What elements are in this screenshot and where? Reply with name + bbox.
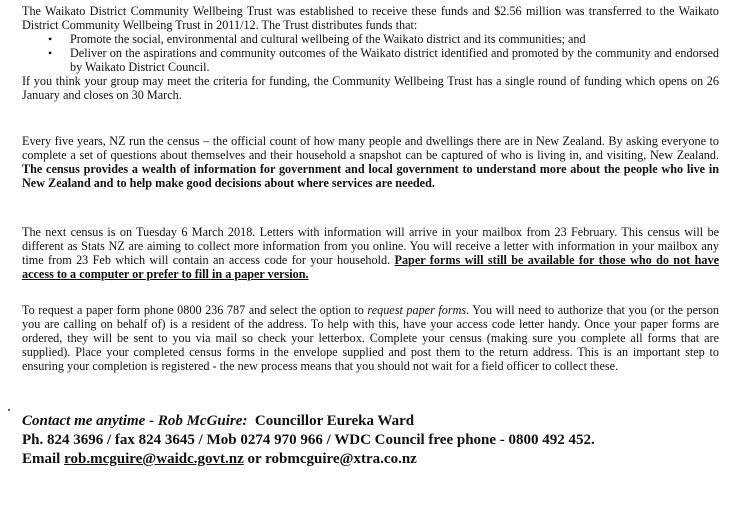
paper-form-request-paragraph <box>22 303 719 373</box>
email-link-council[interactable]: rob.mcguire@waidc.govt.nz <box>64 451 244 467</box>
request-paper-forms-option: request paper forms <box>367 303 467 317</box>
census-date-paragraph <box>22 225 719 281</box>
census-overview-paragraph <box>22 134 719 190</box>
trust-funding-section <box>22 4 719 102</box>
stray-dot-mark <box>8 409 10 411</box>
census-date-plain: The next census is on Tuesday 6 March 2018. Letters with information will arrive in your mailbox from 23 February. This census will be different as Stats NZ are aiming to collect more information from you online. You will receive a letter with information in your mailbox any time from 23 Feb which will contain an access code for your household. <box>22 225 719 267</box>
contact-lead: Contact me anytime - Rob McGuire: <box>22 413 248 429</box>
email-label: Email <box>22 451 65 467</box>
census-date-text <box>22 225 719 281</box>
email-personal[interactable]: robmcguire@xtra.co.nz <box>265 451 417 467</box>
paper-form-request-lead: To request a paper form phone 0800 236 787 and select the option to <box>22 303 368 317</box>
trust-purpose-list <box>22 32 719 74</box>
list-item: • Promote the social, environmental and cultural wellbeing of the Waikato district and its communities; and <box>22 32 719 46</box>
census-overview-bold: The census provides a wealth of information for government and local government to understand more about the people who live in New Zealand and to help make good decisions about where services are needed. <box>22 162 719 190</box>
list-item: • Deliver on the aspirations and community outcomes of the Waikato district identified and promoted by the community and endorsed by Waikato District Council. <box>22 46 719 74</box>
funding-round-paragraph: If you think your group may meet the criteria for funding, the Community Wellbeing Trust has a single round of funding which opens on 26 January and closes on 30 March. <box>22 74 719 102</box>
contact-line <box>22 412 719 431</box>
email-separator: or <box>243 451 266 467</box>
paper-form-request-text <box>22 303 719 373</box>
trust-intro-paragraph: The Waikato District Community Wellbeing Trust was established to receive these funds and $2.56 million was transferred to the Waikato District Community Wellbeing Trust in 2011/12. The Trust distributes funds that: <box>22 4 719 32</box>
email-line <box>22 450 719 469</box>
paper-form-request-rest: . You will need to authorize that you (or the person you are calling on behalf of) is a resident of the address. To help with this, have your access code letter handy. Once your paper forms are ordered, they will be sent to you via mail so check your letterbox. Complete your census (making sure you complete all forms that are supplied). Place your completed census forms in the envelope supplied and post them to the return address. This is an important step to ensuring your completion is registered - the new process means that you should not wait for a field officer to collect these. <box>22 303 720 373</box>
census-overview-text <box>22 134 719 190</box>
paper-forms-notice: Paper forms will still be available for those who do not have access to a computer or prefer to fill in a paper version. <box>22 253 719 281</box>
contact-block <box>22 412 719 469</box>
phone-line: Ph. 824 3696 / fax 824 3645 / Mob 0274 970 966 / WDC Council free phone - 0800 492 452. <box>22 432 595 448</box>
census-overview-plain: Every five years, NZ run the census – the official count of how many people and dwellings there are in New Zealand. By asking everyone to complete a set of questions about themselves and their household a snapshot can be captured of who is living in, and visiting, New Zealand. <box>22 134 719 162</box>
councillor-role: Councillor Eureka Ward <box>254 413 415 429</box>
